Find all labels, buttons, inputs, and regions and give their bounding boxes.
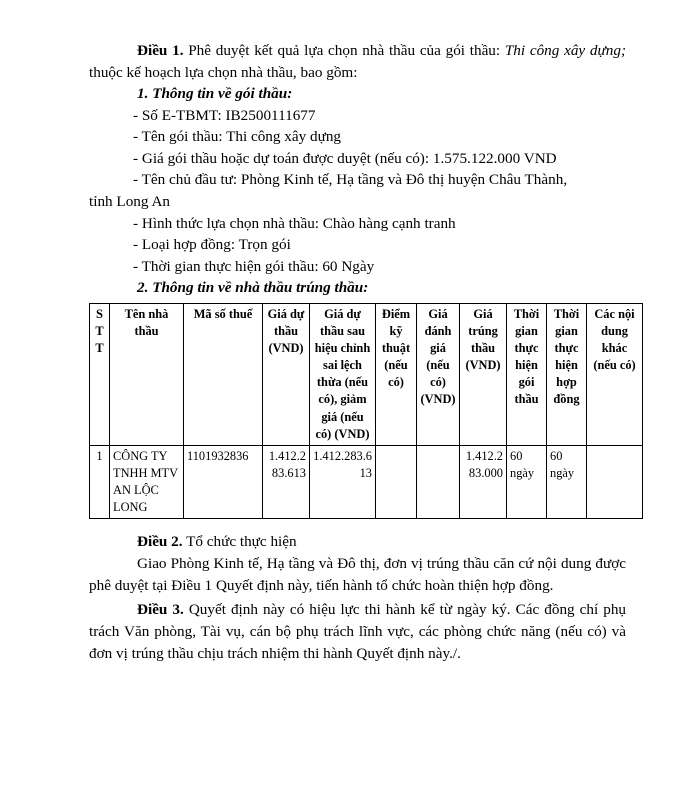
article-2-title-line	[89, 531, 626, 553]
cell-gia-danh-gia	[417, 445, 460, 518]
section-1-heading: 1. Thông tin về gói thầu:	[137, 85, 293, 103]
table-header-gia-trung-thau: Giá trúng thầu (VND)	[460, 303, 507, 445]
article-3-paragraph	[89, 599, 626, 665]
article-3-text: Quyết định này có hiệu lực thi hành kể từ ngày ký. Các đồng chí phụ trách Văn phòng, Tài vụ, cán bộ phụ trách lĩnh vực, các phòng chức năng (nếu có) và đơn vị trúng thầu chịu trách nhiệm thi hành Quyết định này./.	[89, 600, 627, 662]
article-2-paragraph: Giao Phòng Kinh tế, Hạ tầng và Đô thị, đơn vị trúng thầu căn cứ nội dung được phê duyệt tại Điều 1 Quyết định này, tiến hành tổ chức hoàn thiện hợp đồng.	[89, 554, 626, 594]
cell-cac-noi-dung-khac	[587, 445, 643, 518]
section-2-heading: 2. Thông tin về nhà thầu trúng thầu:	[137, 279, 369, 297]
cell-diem-ky-thuat	[376, 445, 417, 518]
cell-gia-trung-thau: 1.412.283.000	[460, 445, 507, 518]
article-2-title: Tổ chức thực hiện	[182, 533, 297, 551]
article-1-intro-after: thuộc kế hoạch lựa chọn nhà thầu, bao gồm:	[89, 63, 358, 81]
section-1-item-0: - Số E-TBMT: IB2500111677	[133, 106, 316, 124]
table-header-cac-noi-dung-khac: Các nội dung khác (nếu có)	[587, 303, 643, 445]
article-1-package-name: Thi công xây dựng;	[504, 42, 626, 59]
cell-gia-du-thau-sau-hieu-chinh: 1.412.283.613	[310, 445, 376, 518]
spacer-after-table	[89, 519, 626, 531]
article-1-label: Điều 1.	[137, 42, 184, 59]
table-header-ten-nha-thau: Tên nhà thầu	[110, 303, 184, 445]
table-header-ma-so-thue: Mã số thuế	[184, 303, 263, 445]
section-1-item-1: - Tên gói thầu: Thi công xây dựng	[133, 128, 342, 146]
table-header-gia-du-thau: Giá dự thầu (VND)	[263, 303, 310, 445]
cell-ten-nha-thau: CÔNG TY TNHH MTV AN LỘC LONG	[110, 445, 184, 518]
table-header-stt: S T T	[90, 303, 110, 445]
cell-thoi-gian-hop-dong: 60 ngày	[547, 445, 587, 518]
cell-ma-so-thue: 1101932836	[184, 445, 263, 518]
article-3-label: Điều 3.	[137, 600, 184, 618]
section-1-item-4: tỉnh Long An	[89, 193, 171, 211]
article-2-label: Điều 2.	[137, 533, 183, 551]
document-content	[89, 40, 636, 665]
article-1-intro-before: Phê duyệt kết quả lựa chọn nhà thầu của gói thầu:	[183, 42, 505, 59]
section-1-item-5: - Hình thức lựa chọn nhà thầu: Chào hàng cạnh tranh	[133, 214, 456, 232]
table-header-gia-danh-gia: Giá đánh giá (nếu có) (VND)	[417, 303, 460, 445]
table-header-gia-du-thau-sau-hieu-chinh: Giá dự thầu sau hiệu chỉnh sai lệch thừa (nếu có), giảm giá (nếu có) (VND)	[310, 303, 376, 445]
section-1-item-2: - Giá gói thầu hoặc dự toán được duyệt (nếu có): 1.575.122.000 VND	[133, 149, 557, 167]
article-1-paragraph	[89, 40, 626, 83]
cell-gia-du-thau: 1.412.283.613	[263, 445, 310, 518]
bid-results-table	[89, 303, 643, 519]
section-1-item-7: - Thời gian thực hiện gói thầu: 60 Ngày	[133, 257, 375, 275]
table-header-row	[90, 303, 643, 445]
section-1-item-6: - Loại hợp đồng: Trọn gói	[133, 236, 291, 254]
table-header-diem-ky-thuat: Điểm kỹ thuật (nếu có)	[376, 303, 417, 445]
table-row	[90, 445, 643, 518]
cell-stt: 1	[90, 445, 110, 518]
cell-thoi-gian-goi-thau: 60 ngày	[507, 445, 547, 518]
section-1-item-3: - Tên chủ đầu tư: Phòng Kinh tế, Hạ tầng và Đô thị huyện Châu Thành,	[133, 171, 568, 189]
table-header-thoi-gian-goi-thau: Thời gian thực hiện gói thầu	[507, 303, 547, 445]
table-header-thoi-gian-hop-dong: Thời gian thực hiện hợp đồng	[547, 303, 587, 445]
